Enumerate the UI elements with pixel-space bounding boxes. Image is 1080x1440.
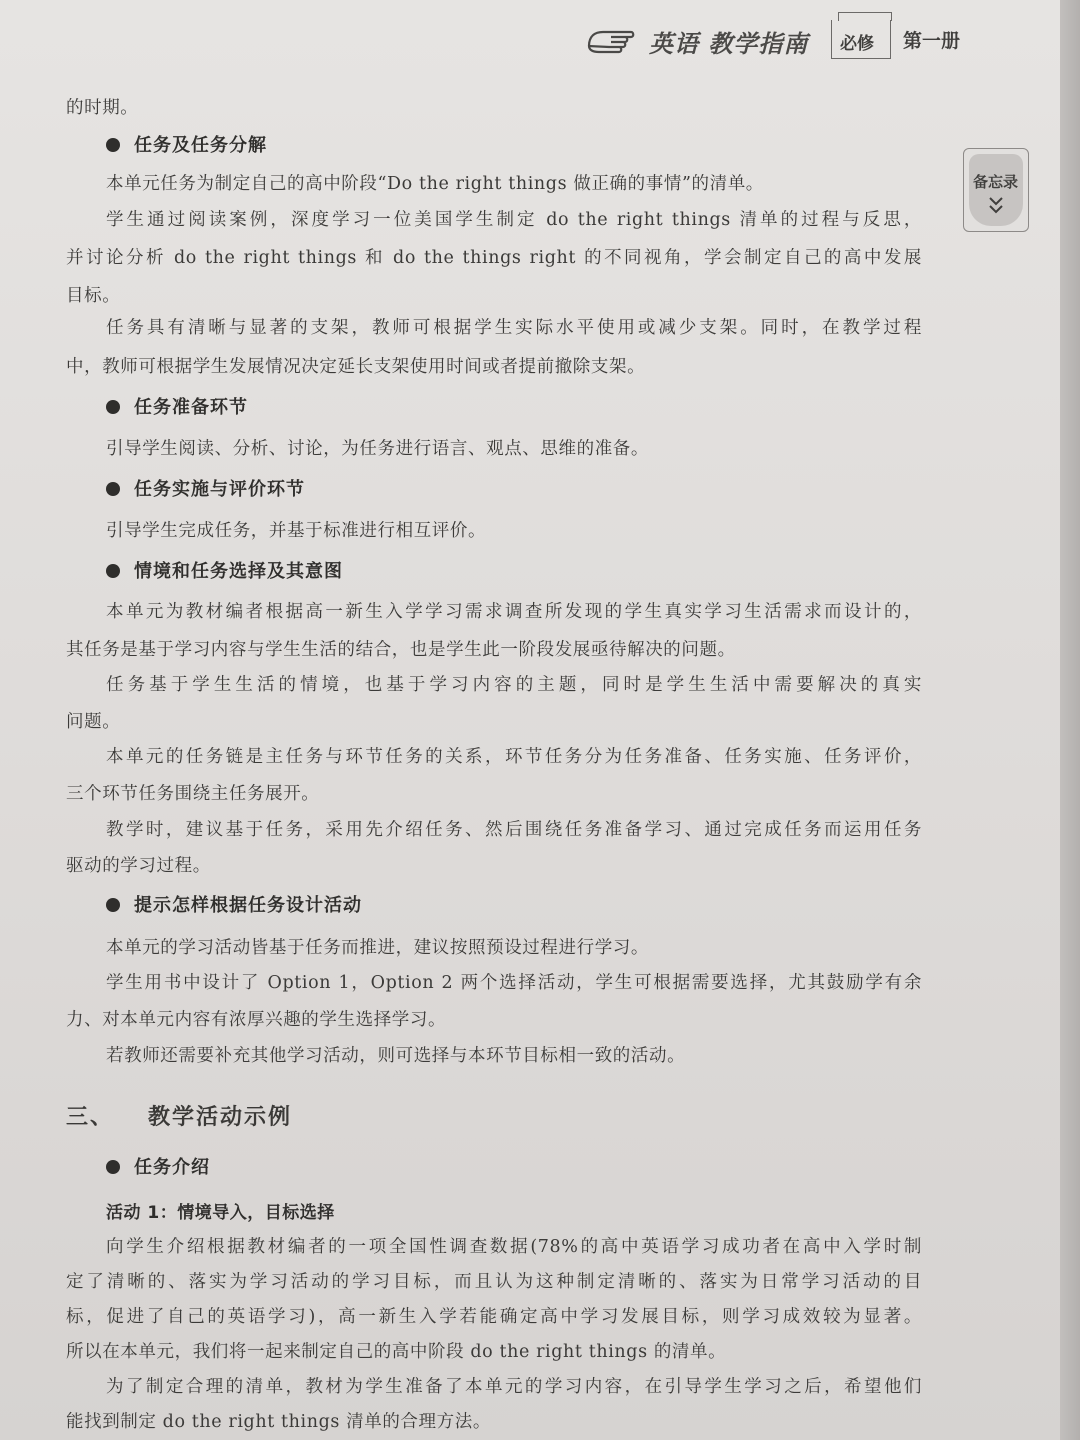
pointing-hand-icon (585, 24, 637, 58)
text-line: 其任务是基于学习内容与学生生活的结合，也是学生此一阶段发展亟待解决的问题。 (66, 640, 736, 660)
text-line: 中，教师可根据学生发展情况决定延长支架使用时间或者提前撤除支架。 (66, 357, 646, 377)
subheading-text: 任务及任务分解 (134, 135, 267, 156)
subheading-text: 任务实施与评价环节 (134, 479, 305, 500)
text-line: 学生用书中设计了 Option 1，Option 2 两个选择活动，学生可根据需要选择，尤其鼓励学有余 (106, 973, 922, 993)
text-line: 三个环节任务围绕主任务展开。 (66, 784, 320, 804)
page-edge (1060, 0, 1080, 1440)
chevron-down-icon (986, 195, 1006, 217)
badge-box (831, 20, 891, 59)
text-line: 为了制定合理的清单，教材为学生准备了本单元的学习内容，在引导学生学习之后，希望他们 (106, 1377, 922, 1397)
text-line: 本单元的任务链是主任务与环节任务的关系，环节任务分为任务准备、任务实施、任务评价， (106, 747, 922, 767)
bullet-icon (106, 564, 120, 578)
text-line: 力、对本单元内容有浓厚兴趣的学生选择学习。 (66, 1010, 447, 1030)
text-line: 标，促进了自己的英语学习)，高一新生入学若能确定高中学习发展目标，则学习成效较为显著。 (66, 1307, 922, 1327)
subheading-text: 情境和任务选择及其意图 (134, 561, 343, 582)
book-title: 英语 教学指南 (649, 30, 809, 58)
text-line: 定了清晰的、落实为学习活动的学习目标，而且认为这种制定清晰的、落实为日常学习活动的目 (66, 1272, 922, 1292)
text-line: 学生通过阅读案例，深度学习一位美国学生制定 do the right things 清单的过程与反思， (106, 210, 922, 230)
text-line: 任务具有清晰与显著的支架，教师可根据学生实际水平使用或减少支架。同时，在教学过程 (106, 318, 922, 338)
memo-label: 备忘录 (973, 173, 1019, 191)
text-line: 本单元的学习活动皆基于任务而推进，建议按照预设过程进行学习。 (106, 938, 649, 958)
text-line: 目标。 (66, 286, 121, 306)
volume-label: 第一册 (903, 30, 961, 52)
text-line: 引导学生阅读、分析、讨论，为任务进行语言、观点、思维的准备。 (106, 439, 649, 459)
subheading-text: 任务介绍 (134, 1157, 210, 1178)
text-line: 并讨论分析 do the right things 和 do the things right 的不同视角，学会制定自己的高中发展 (66, 248, 922, 268)
bullet-icon (106, 138, 120, 152)
bullet-icon (106, 400, 120, 414)
memo-tab (963, 148, 1029, 232)
text-line: 本单元任务为制定自己的高中阶段“Do the right things 做正确的事情”的清单。 (106, 174, 764, 194)
subheading-text: 任务准备环节 (134, 397, 248, 418)
bullet-icon (106, 898, 120, 912)
text-line: 所以在本单元，我们将一起来制定自己的高中阶段 do the right things 的清单。 (66, 1342, 727, 1362)
bullet-icon (106, 1160, 120, 1174)
subheading-preparation (106, 396, 248, 420)
subheading-implementation (106, 478, 305, 502)
subheading-task-intro (106, 1156, 210, 1180)
section-title: 教学活动示例 (148, 1105, 293, 1130)
text-line: 若教师还需要补充其他学习活动，则可选择与本环节目标相一致的活动。 (106, 1046, 686, 1066)
subheading-text: 提示怎样根据任务设计活动 (134, 895, 362, 916)
running-header (585, 18, 1005, 64)
activity-label: 活动 1：情境导入，目标选择 (106, 1203, 335, 1223)
required-badge: 必修 (840, 34, 874, 54)
subheading-context (106, 560, 343, 584)
text-line: 问题。 (66, 712, 121, 732)
text-line: 教学时，建议基于任务，采用先介绍任务、然后围绕任务准备学习、通过完成任务而运用任务 (106, 820, 922, 840)
text-line: 本单元为教材编者根据高一新生入学学习需求调查所发现的学生真实学习生活需求而设计的， (106, 602, 922, 622)
section-heading (66, 1100, 292, 1131)
section-number: 三、 (66, 1105, 115, 1130)
subheading-task-breakdown (106, 134, 267, 158)
text-line: 向学生介绍根据教材编者的一项全国性调查数据(78%的高中英语学习成功者在高中入学时制 (106, 1237, 922, 1257)
text-line: 任务基于学生生活的情境，也基于学习内容的主题，同时是学生生活中需要解决的真实 (106, 675, 922, 695)
subheading-design-activities (106, 894, 362, 918)
text-line: 的时期。 (66, 98, 139, 118)
text-line: 驱动的学习过程。 (66, 856, 211, 876)
text-line: 能找到制定 do the right things 清单的合理方法。 (66, 1412, 491, 1432)
text-line: 引导学生完成任务，并基于标准进行相互评价。 (106, 521, 487, 541)
bullet-icon (106, 482, 120, 496)
